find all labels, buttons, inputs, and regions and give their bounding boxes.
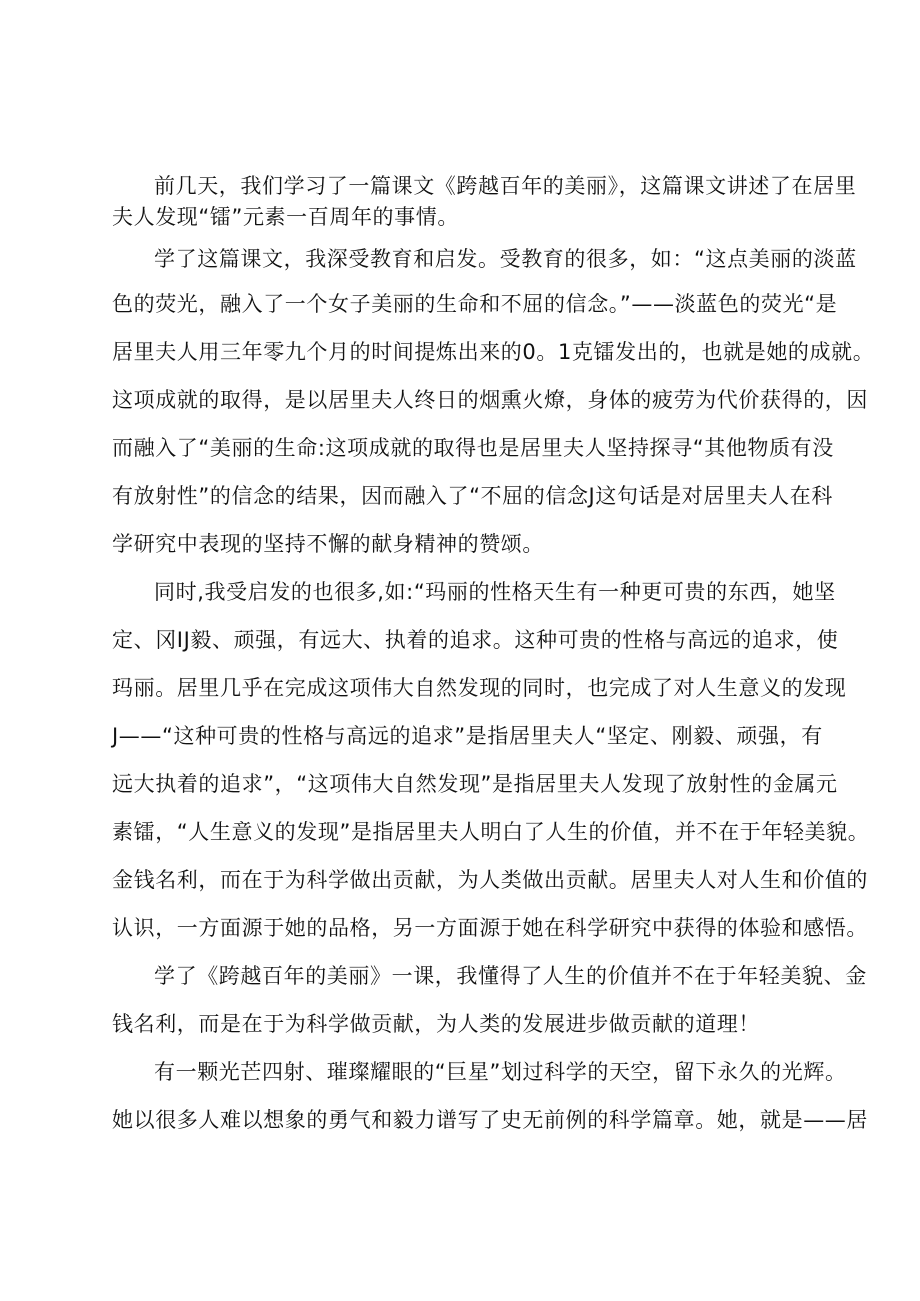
text-line-11: 定、冈IJ毅、顽强，有远大、执着的追求。这种可贵的性格与高远的追求，使 bbox=[112, 628, 839, 652]
text-line-14: 远大执着的追求”，“这项伟大自然发现”是指居里夫人发现了放射性的金属元 bbox=[112, 772, 838, 796]
text-line-19: 钱名利，而是在于为科学做贡献，为人类的发展进步做贡献的道理！ bbox=[112, 1012, 760, 1036]
text-line-8: 有放射性”的信念的结果，因而融入了“不屈的信念J这句话是对居里夫人在科 bbox=[112, 484, 833, 508]
text-line-10: 同时,我受启发的也很多,如:“玛丽的性格天生有一种更可贵的东西，她坚 bbox=[154, 580, 836, 604]
text-line-17: 认识，一方面源于她的品格，另一方面源于她在科学研究中获得的体验和感悟。 bbox=[112, 916, 868, 940]
text-line-4: 色的荧光，融入了一个女子美丽的生命和不屈的信念。”——淡蓝色的荧光“是 bbox=[112, 292, 838, 316]
text-line-3: 学了这篇课文，我深受教育和启发。受教育的很多，如：“这点美丽的淡蓝 bbox=[154, 247, 857, 271]
text-line-6: 这项成就的取得，是以居里夫人终日的烟熏火燎，身体的疲劳为代价获得的，因 bbox=[112, 388, 868, 412]
text-line-21: 她以很多人难以想象的勇气和毅力谱写了史无前例的科学篇章。她，就是——居 bbox=[112, 1108, 868, 1132]
text-line-16: 金钱名利，而在于为科学做出贡献，为人类做出贡献。居里夫人对人生和价值的 bbox=[112, 868, 868, 892]
text-line-7: 而融入了“美丽的生命:这项成就的取得也是居里夫人坚持探寻“其他物质有没 bbox=[112, 436, 834, 460]
text-line-1: 前几天，我们学习了一篇课文《跨越百年的美丽》，这篇课文讲述了在居里 bbox=[154, 174, 857, 198]
text-line-9: 学研究中表现的坚持不懈的献身精神的赞颂。 bbox=[112, 532, 544, 556]
text-line-13: J——“这种可贵的性格与高远的追求”是指居里夫人“坚定、刚毅、顽强，有 bbox=[112, 724, 823, 748]
text-line-5: 居里夫人用三年零九个月的时间提炼出来的0。1克镭发出的，也就是她的成就。 bbox=[112, 340, 875, 364]
text-line-2: 夫人发现“镭”元素一百周年的事情。 bbox=[112, 205, 459, 229]
text-line-18: 学了《跨越百年的美丽》一课，我懂得了人生的价值并不在于年轻美貌、金 bbox=[154, 964, 867, 988]
text-line-15: 素镭，“人生意义的发现”是指居里夫人明白了人生的价值，并不在于年轻美貌。 bbox=[112, 820, 870, 844]
text-line-20: 有一颗光芒四射、璀璨耀眼的“巨星”划过科学的天空，留下永久的光辉。 bbox=[154, 1060, 847, 1084]
text-line-12: 玛丽。居里几乎在完成这项伟大自然发现的同时，也完成了对人生意义的发现 bbox=[112, 676, 847, 700]
